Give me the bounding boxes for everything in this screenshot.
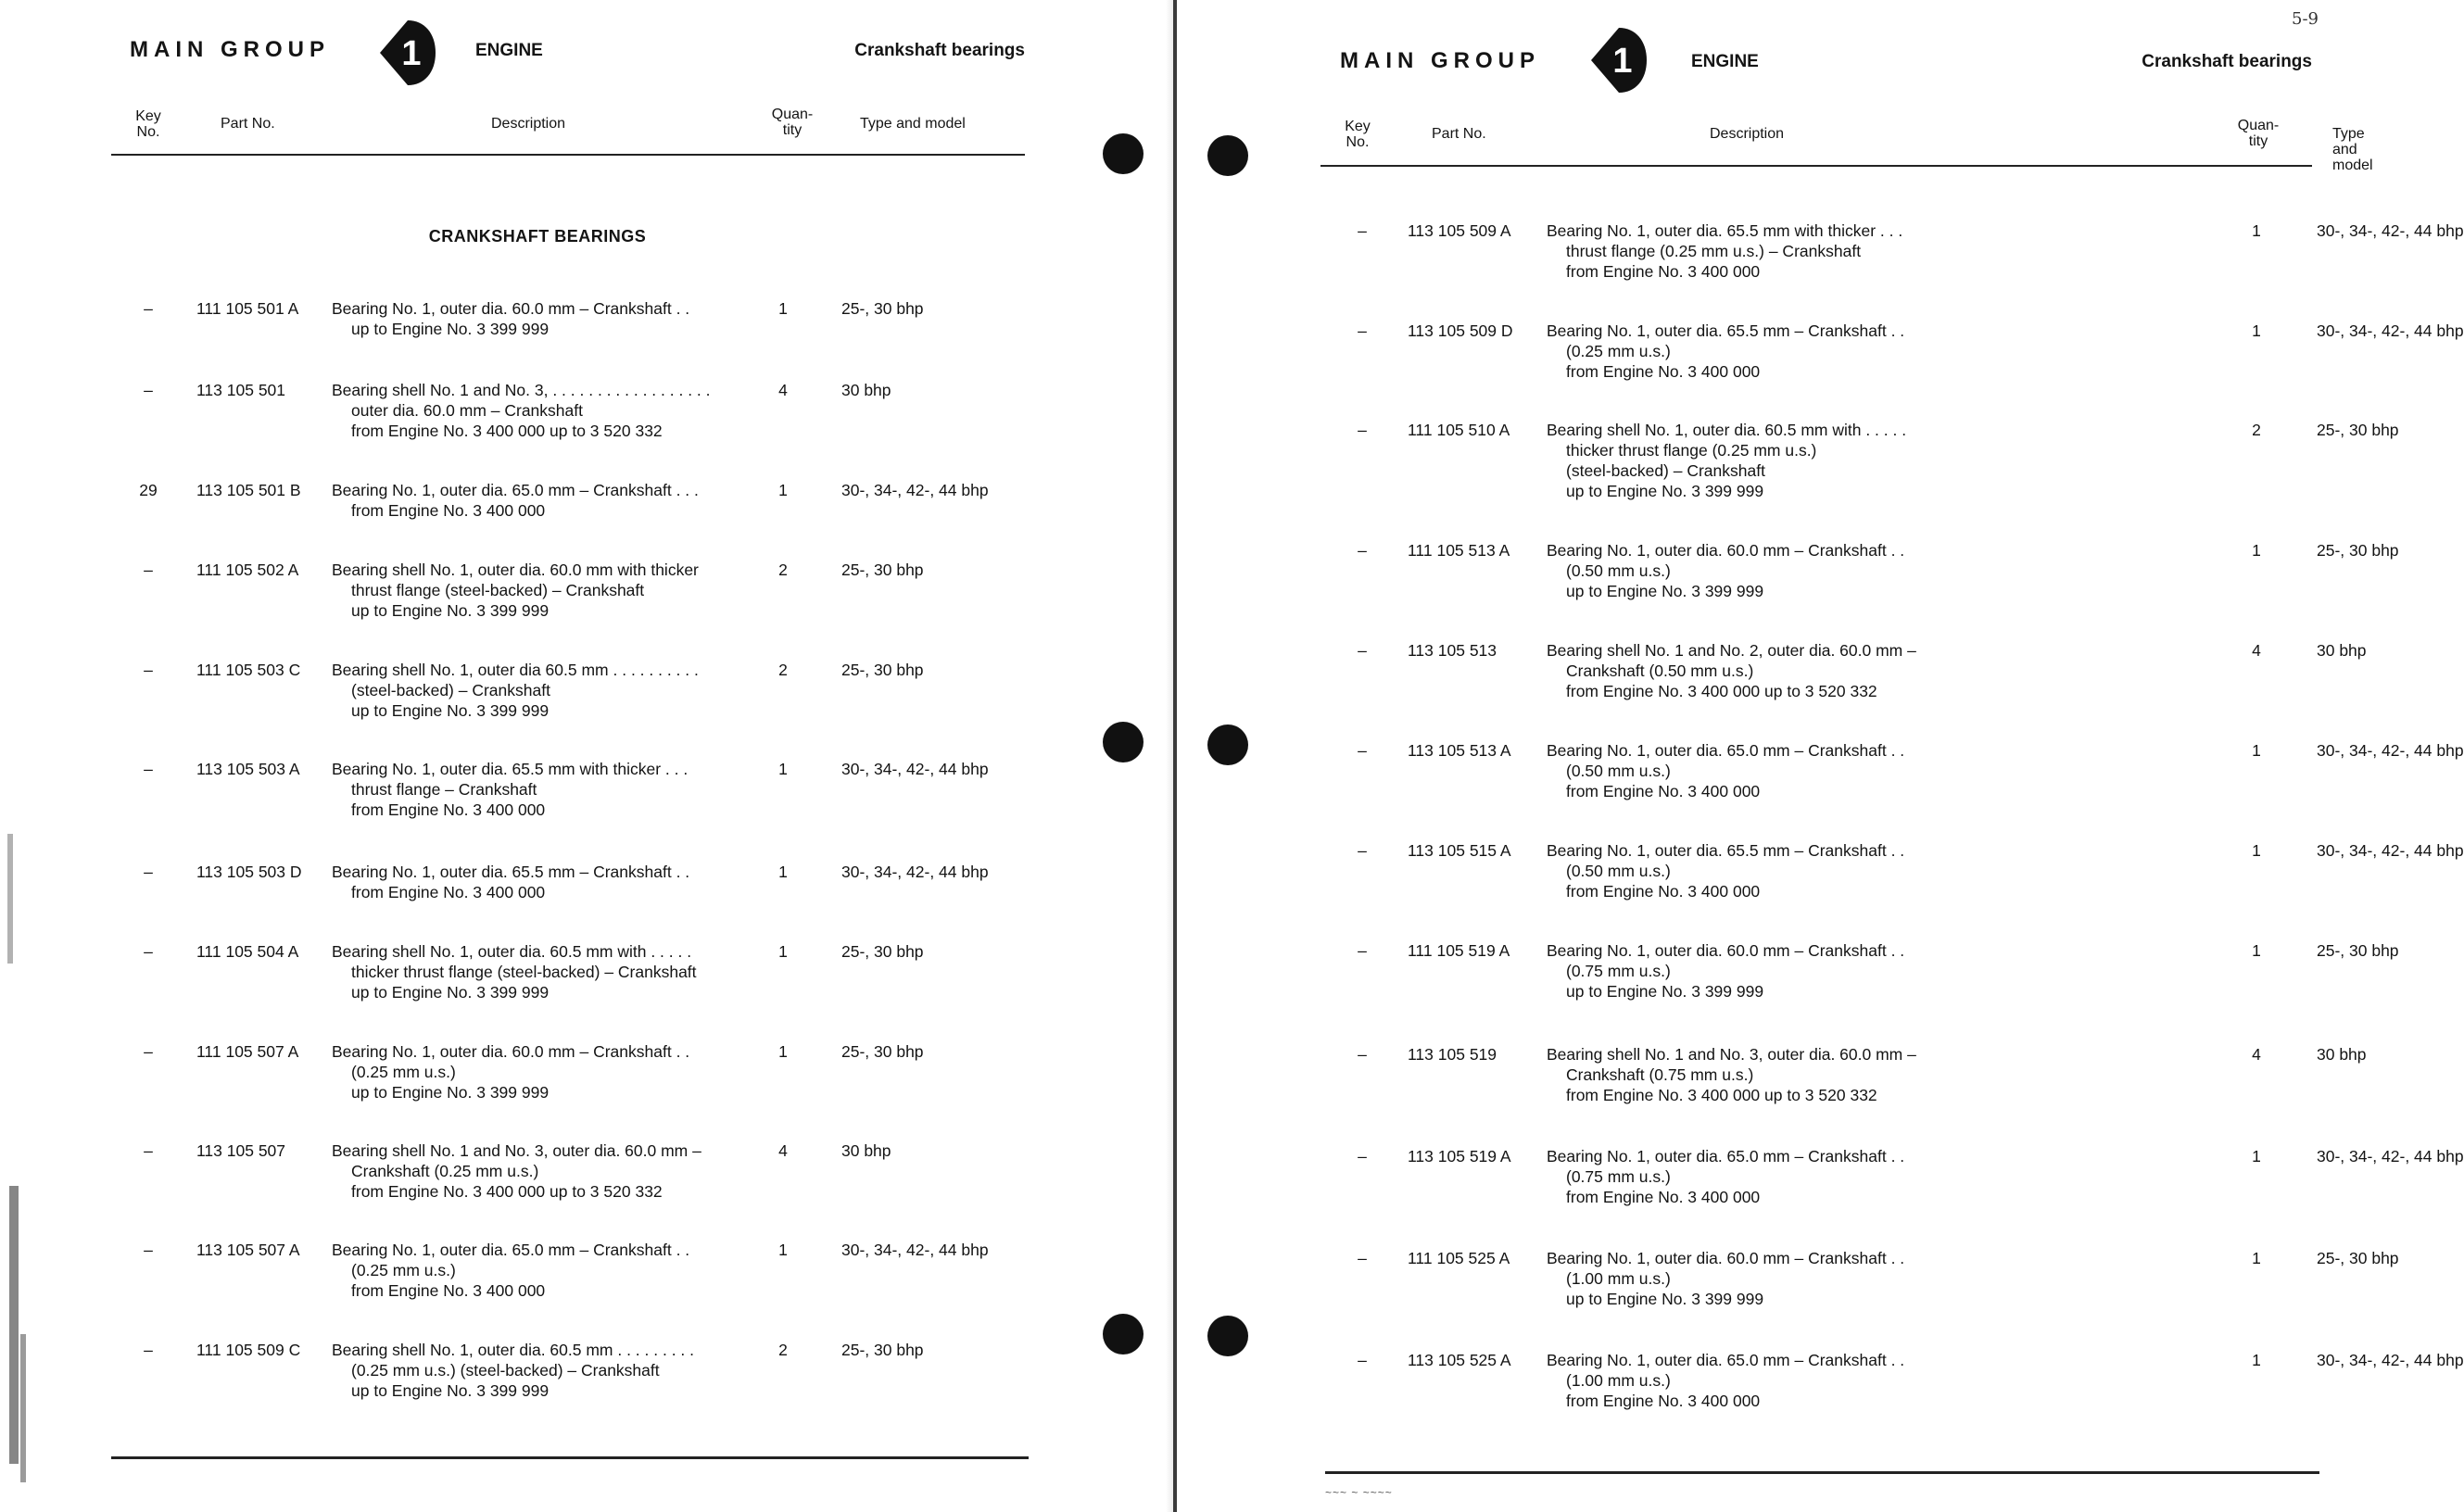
description-line: Bearing No. 1, outer dia. 65.0 mm – Crankshaft . .	[332, 1241, 690, 1259]
entry-description	[332, 298, 689, 339]
entry-part-no: 113 105 501	[196, 381, 286, 399]
description-line: Bearing shell No. 1, outer dia. 60.0 mm with thicker	[332, 561, 699, 579]
description-line: from Engine No. 3 400 000 up to 3 520 332	[1566, 1086, 1877, 1104]
entry-description	[1547, 1146, 1904, 1207]
description-line: Bearing shell No. 1 and No. 3, outer dia. 60.0 mm –	[332, 1141, 701, 1160]
entry-quantity: 2	[2252, 421, 2261, 439]
description-line: from Engine No. 3 400 000 up to 3 520 332	[351, 422, 663, 440]
description-line: Bearing shell No. 1 and No. 3, . . . . . . . . . . . . . . . . . .	[332, 381, 711, 399]
entry-quantity: 2	[778, 561, 788, 579]
entry-quantity: 4	[2252, 1045, 2261, 1064]
entry-description	[332, 1140, 701, 1202]
entry-description	[332, 1340, 694, 1401]
col-part-header: Part No.	[1432, 126, 1486, 142]
entry-key-no: –	[1358, 221, 1367, 240]
description-line: (0.50 mm u.s.)	[1566, 862, 1671, 880]
entry-quantity: 1	[778, 760, 788, 778]
description-line: from Engine No. 3 400 000 up to 3 520 332	[351, 1182, 663, 1201]
entry-quantity: 1	[778, 1042, 788, 1061]
entry-part-no: 113 105 519	[1408, 1045, 1497, 1064]
col-qty-line1: Quan-	[771, 107, 814, 122]
entry-quantity: 1	[778, 481, 788, 499]
description-line: Bearing No. 1, outer dia. 60.0 mm – Crankshaft . .	[1547, 541, 1905, 560]
parts-list	[0, 0, 1175, 1512]
entry-part-no: 113 105 507 A	[196, 1241, 300, 1259]
entry-key-no: –	[144, 1241, 153, 1259]
entry-type-model: 30-, 34-, 42-, 44 bhp	[841, 1241, 989, 1259]
description-line: Crankshaft (0.25 mm u.s.)	[351, 1162, 539, 1180]
description-line: from Engine No. 3 400 000	[351, 883, 546, 901]
entry-key-no: –	[144, 381, 153, 399]
description-line: (0.75 mm u.s.)	[1566, 1167, 1671, 1186]
entry-description	[1547, 740, 1904, 801]
entry-quantity: 1	[2252, 741, 2261, 760]
entry-key-no: –	[144, 942, 153, 961]
entry-quantity: 1	[778, 1241, 788, 1259]
entry-type-model: 30-, 34-, 42-, 44 bhp	[2317, 741, 2464, 760]
entry-quantity: 1	[2252, 221, 2261, 240]
entry-description	[1547, 1350, 1904, 1411]
entry-part-no: 113 105 513 A	[1408, 741, 1511, 760]
entry-part-no: 111 105 503 C	[196, 661, 301, 679]
entry-key-no: –	[144, 299, 153, 318]
description-line: (steel-backed) – Crankshaft	[1566, 461, 1765, 480]
entry-part-no: 111 105 510 A	[1408, 421, 1510, 439]
entry-quantity: 1	[778, 863, 788, 881]
entry-key-no: –	[144, 1141, 153, 1160]
entry-quantity: 1	[2252, 1249, 2261, 1267]
entry-type-model: 30-, 34-, 42-, 44 bhp	[2317, 321, 2464, 340]
entry-part-no: 113 105 519 A	[1408, 1147, 1511, 1166]
entry-type-model: 25-, 30 bhp	[2317, 1249, 2399, 1267]
entry-description	[332, 480, 699, 521]
entry-key-no: –	[144, 1042, 153, 1061]
description-line: Bearing No. 1, outer dia. 65.5 mm – Crankshaft . .	[332, 863, 690, 881]
description-line: (1.00 mm u.s.)	[1566, 1371, 1671, 1390]
entry-part-no: 111 105 509 C	[196, 1341, 301, 1359]
entry-type-model: 25-, 30 bhp	[841, 661, 924, 679]
right-page	[1177, 0, 2464, 1512]
description-line: Bearing No. 1, outer dia. 65.5 mm with thicker . . .	[332, 760, 689, 778]
description-line: up to Engine No. 3 399 999	[351, 1381, 550, 1400]
entry-key-no: –	[1358, 1351, 1367, 1369]
entry-key-no: –	[1358, 1249, 1367, 1267]
description-line: (0.50 mm u.s.)	[1566, 762, 1671, 780]
entry-part-no: 111 105 501 A	[196, 299, 299, 318]
description-line: from Engine No. 3 400 000	[1566, 882, 1761, 901]
description-line: from Engine No. 3 400 000	[1566, 1188, 1761, 1206]
entry-description	[332, 380, 711, 441]
entry-key-no: –	[144, 760, 153, 778]
entry-description	[1547, 1248, 1904, 1309]
entry-description	[332, 1240, 689, 1301]
description-line: up to Engine No. 3 399 999	[351, 701, 550, 720]
entry-part-no: 113 105 503 A	[196, 760, 300, 778]
footer-rule	[1325, 1471, 2319, 1474]
entry-description	[332, 941, 697, 1002]
description-line: Bearing No. 1, outer dia. 60.0 mm – Crankshaft . .	[332, 299, 690, 318]
description-line: (0.50 mm u.s.)	[1566, 561, 1671, 580]
entry-quantity: 1	[2252, 1351, 2261, 1369]
entry-part-no: 111 105 519 A	[1408, 941, 1510, 960]
description-line: from Engine No. 3 400 000	[351, 501, 546, 520]
description-line: up to Engine No. 3 399 999	[351, 1083, 550, 1102]
entry-type-model: 30-, 34-, 42-, 44 bhp	[841, 760, 989, 778]
entry-type-model: 25-, 30 bhp	[841, 1341, 924, 1359]
entry-key-no: 29	[139, 481, 158, 499]
page-topic: Crankshaft bearings	[2142, 52, 2312, 71]
description-line: Bearing No. 1, outer dia. 65.0 mm – Crankshaft . .	[1547, 1147, 1905, 1166]
col-qty-line1: Quan-	[2237, 118, 2280, 133]
description-line: Bearing shell No. 1, outer dia. 60.5 mm with . . . . .	[332, 942, 692, 961]
description-line: Bearing No. 1, outer dia. 65.5 mm – Crankshaft . .	[1547, 321, 1905, 340]
entry-quantity: 1	[2252, 321, 2261, 340]
entry-type-model: 25-, 30 bhp	[2317, 421, 2399, 439]
entry-type-model: 30 bhp	[2317, 1045, 2367, 1064]
col-key-line2: No.	[1346, 134, 1370, 150]
description-line: from Engine No. 3 400 000	[1566, 782, 1761, 800]
description-line: (0.25 mm u.s.)	[351, 1261, 456, 1279]
col-description-header: Description	[491, 116, 566, 132]
entry-description	[332, 560, 699, 621]
entry-type-model: 30-, 34-, 42-, 44 bhp	[2317, 1147, 2464, 1166]
entry-part-no: 113 105 509 A	[1408, 221, 1511, 240]
description-line: from Engine No. 3 400 000	[1566, 262, 1761, 281]
entry-description	[332, 759, 688, 820]
description-line: up to Engine No. 3 399 999	[351, 983, 550, 1002]
entry-description	[1547, 840, 1904, 901]
entry-part-no: 113 105 515 A	[1408, 841, 1511, 860]
description-line: up to Engine No. 3 399 999	[351, 320, 550, 338]
entry-part-no: 111 105 513 A	[1408, 541, 1510, 560]
entry-key-no: –	[144, 1341, 153, 1359]
col-key-line1: Key	[1345, 119, 1371, 134]
description-line: (0.75 mm u.s.)	[1566, 962, 1671, 980]
entry-description	[332, 660, 699, 721]
entry-type-model: 30-, 34-, 42-, 44 bhp	[2317, 841, 2464, 860]
left-page	[0, 0, 1175, 1512]
entry-quantity: 4	[778, 381, 788, 399]
entry-quantity: 1	[2252, 1147, 2261, 1166]
section-label: ENGINE	[475, 41, 543, 60]
description-line: (0.25 mm u.s.)	[1566, 342, 1671, 360]
entry-key-no: –	[1358, 321, 1367, 340]
entry-type-model: 30 bhp	[2317, 641, 2367, 660]
description-line: Bearing shell No. 1, outer dia 60.5 mm . . . . . . . . . .	[332, 661, 699, 679]
entry-key-no: –	[1358, 841, 1367, 860]
description-line: (0.25 mm u.s.)	[351, 1063, 456, 1081]
description-line: thrust flange – Crankshaft	[351, 780, 537, 799]
description-line: Bearing No. 1, outer dia. 60.0 mm – Crankshaft . .	[332, 1042, 690, 1061]
entry-key-no: –	[1358, 421, 1367, 439]
entry-part-no: 111 105 502 A	[196, 561, 299, 579]
main-group-title: MAIN GROUP	[130, 37, 330, 62]
col-model-header: Type and model	[2332, 126, 2373, 173]
entry-key-no: –	[144, 863, 153, 881]
description-line: Bearing shell No. 1 and No. 2, outer dia. 60.0 mm –	[1547, 641, 1916, 660]
entry-part-no: 113 105 501 B	[196, 481, 301, 499]
description-line: thicker thrust flange (0.25 mm u.s.)	[1566, 441, 1817, 460]
entry-description	[1547, 640, 1916, 701]
entry-quantity: 1	[2252, 541, 2261, 560]
entry-key-no: –	[1358, 741, 1367, 760]
entry-part-no: 113 105 503 D	[196, 863, 302, 881]
description-line: thrust flange (0.25 mm u.s.) – Crankshaft	[1566, 242, 1862, 260]
entry-description	[332, 862, 689, 902]
entry-type-model: 30-, 34-, 42-, 44 bhp	[841, 481, 989, 499]
description-line: up to Engine No. 3 399 999	[1566, 982, 1764, 1001]
entry-key-no: –	[1358, 1045, 1367, 1064]
corner-page-note: 5-9	[2292, 9, 2319, 29]
entry-description	[1547, 220, 1902, 282]
entry-type-model: 25-, 30 bhp	[841, 561, 924, 579]
entry-quantity: 1	[2252, 941, 2261, 960]
entry-type-model: 25-, 30 bhp	[841, 299, 924, 318]
entry-type-model: 25-, 30 bhp	[2317, 541, 2399, 560]
entry-type-model: 30-, 34-, 42-, 44 bhp	[841, 863, 989, 881]
description-line: Crankshaft (0.50 mm u.s.)	[1566, 662, 1754, 680]
entry-type-model: 30 bhp	[841, 381, 891, 399]
entry-quantity: 4	[2252, 641, 2261, 660]
entry-description	[1547, 940, 1904, 1002]
footer-rule	[111, 1456, 1029, 1459]
entry-quantity: 2	[778, 661, 788, 679]
description-line: from Engine No. 3 400 000	[351, 1281, 546, 1300]
entry-quantity: 1	[778, 299, 788, 318]
entry-type-model: 25-, 30 bhp	[841, 1042, 924, 1061]
page-topic: Crankshaft bearings	[854, 41, 1025, 60]
entry-part-no: 113 105 513	[1408, 641, 1497, 660]
description-line: from Engine No. 3 400 000 up to 3 520 332	[1566, 682, 1877, 700]
entry-part-no: 111 105 507 A	[196, 1042, 299, 1061]
description-line: Bearing shell No. 1 and No. 3, outer dia. 60.0 mm –	[1547, 1045, 1916, 1064]
entry-key-no: –	[144, 661, 153, 679]
main-group-title: MAIN GROUP	[1340, 48, 1540, 73]
description-line: Bearing No. 1, outer dia. 65.5 mm with thicker . . .	[1547, 221, 1903, 240]
entry-key-no: –	[1358, 641, 1367, 660]
section-title: CRANKSHAFT BEARINGS	[428, 227, 647, 246]
description-line: from Engine No. 3 400 000	[1566, 362, 1761, 381]
entry-part-no: 111 105 525 A	[1408, 1249, 1510, 1267]
entry-type-model: 25-, 30 bhp	[841, 942, 924, 961]
entry-quantity: 4	[778, 1141, 788, 1160]
entry-part-no: 111 105 504 A	[196, 942, 299, 961]
entry-description	[1547, 321, 1904, 382]
entry-part-no: 113 105 507	[196, 1141, 286, 1160]
section-label: ENGINE	[1691, 52, 1759, 71]
description-line: Bearing No. 1, outer dia. 65.5 mm – Crankshaft . .	[1547, 841, 1905, 860]
entry-key-no: –	[144, 561, 153, 579]
description-line: Bearing shell No. 1, outer dia. 60.5 mm . . . . . . . . .	[332, 1341, 695, 1359]
description-line: up to Engine No. 3 399 999	[351, 601, 550, 620]
entry-type-model: 30-, 34-, 42-, 44 bhp	[2317, 221, 2464, 240]
description-line: from Engine No. 3 400 000	[1566, 1392, 1761, 1410]
entry-key-no: –	[1358, 541, 1367, 560]
description-line: up to Engine No. 3 399 999	[1566, 1290, 1764, 1308]
description-line: Bearing No. 1, outer dia. 65.0 mm – Crankshaft . .	[1547, 741, 1905, 760]
col-key-line1: Key	[135, 108, 161, 124]
entry-quantity: 1	[778, 942, 788, 961]
description-line: Bearing No. 1, outer dia. 60.0 mm – Crankshaft . .	[1547, 1249, 1905, 1267]
col-key-line2: No.	[136, 124, 160, 140]
description-line: thicker thrust flange (steel-backed) – Crankshaft	[351, 963, 697, 981]
entry-quantity: 1	[2252, 841, 2261, 860]
entry-description	[1547, 1044, 1916, 1105]
col-qty-line2: tity	[782, 122, 802, 138]
col-part-header: Part No.	[221, 116, 275, 132]
description-line: from Engine No. 3 400 000	[351, 800, 546, 819]
entry-description	[332, 1041, 689, 1102]
entry-description	[1547, 540, 1904, 601]
description-line: Bearing shell No. 1, outer dia. 60.5 mm with . . . . .	[1547, 421, 1907, 439]
description-line: Bearing No. 1, outer dia. 65.0 mm – Crankshaft . . .	[332, 481, 699, 499]
entry-type-model: 30 bhp	[841, 1141, 891, 1160]
col-description-header: Description	[1710, 126, 1785, 142]
entry-type-model: 25-, 30 bhp	[2317, 941, 2399, 960]
description-line: up to Engine No. 3 399 999	[1566, 482, 1764, 500]
group-number: 1	[1612, 42, 1633, 81]
description-line: outer dia. 60.0 mm – Crankshaft	[351, 401, 583, 420]
description-line: thrust flange (steel-backed) – Crankshaft	[351, 581, 645, 599]
col-model-header: Type and model	[860, 116, 966, 132]
group-number: 1	[401, 34, 422, 73]
entry-description	[1547, 420, 1906, 501]
description-line: (1.00 mm u.s.)	[1566, 1269, 1671, 1288]
description-line: Crankshaft (0.75 mm u.s.)	[1566, 1065, 1754, 1084]
entry-key-no: –	[1358, 1147, 1367, 1166]
description-line: up to Engine No. 3 399 999	[1566, 582, 1764, 600]
description-line: Bearing No. 1, outer dia. 60.0 mm – Crankshaft . .	[1547, 941, 1905, 960]
footer-mark: ~~~ ~ ~~~~	[1325, 1486, 1393, 1499]
entry-quantity: 2	[778, 1341, 788, 1359]
description-line: Bearing No. 1, outer dia. 65.0 mm – Crankshaft . .	[1547, 1351, 1905, 1369]
description-line: (steel-backed) – Crankshaft	[351, 681, 550, 699]
entry-key-no: –	[1358, 941, 1367, 960]
entry-part-no: 113 105 509 D	[1408, 321, 1513, 340]
entry-part-no: 113 105 525 A	[1408, 1351, 1511, 1369]
entry-type-model: 30-, 34-, 42-, 44 bhp	[2317, 1351, 2464, 1369]
col-qty-line2: tity	[2248, 133, 2268, 149]
description-line: (0.25 mm u.s.) (steel-backed) – Crankshaft	[351, 1361, 660, 1380]
